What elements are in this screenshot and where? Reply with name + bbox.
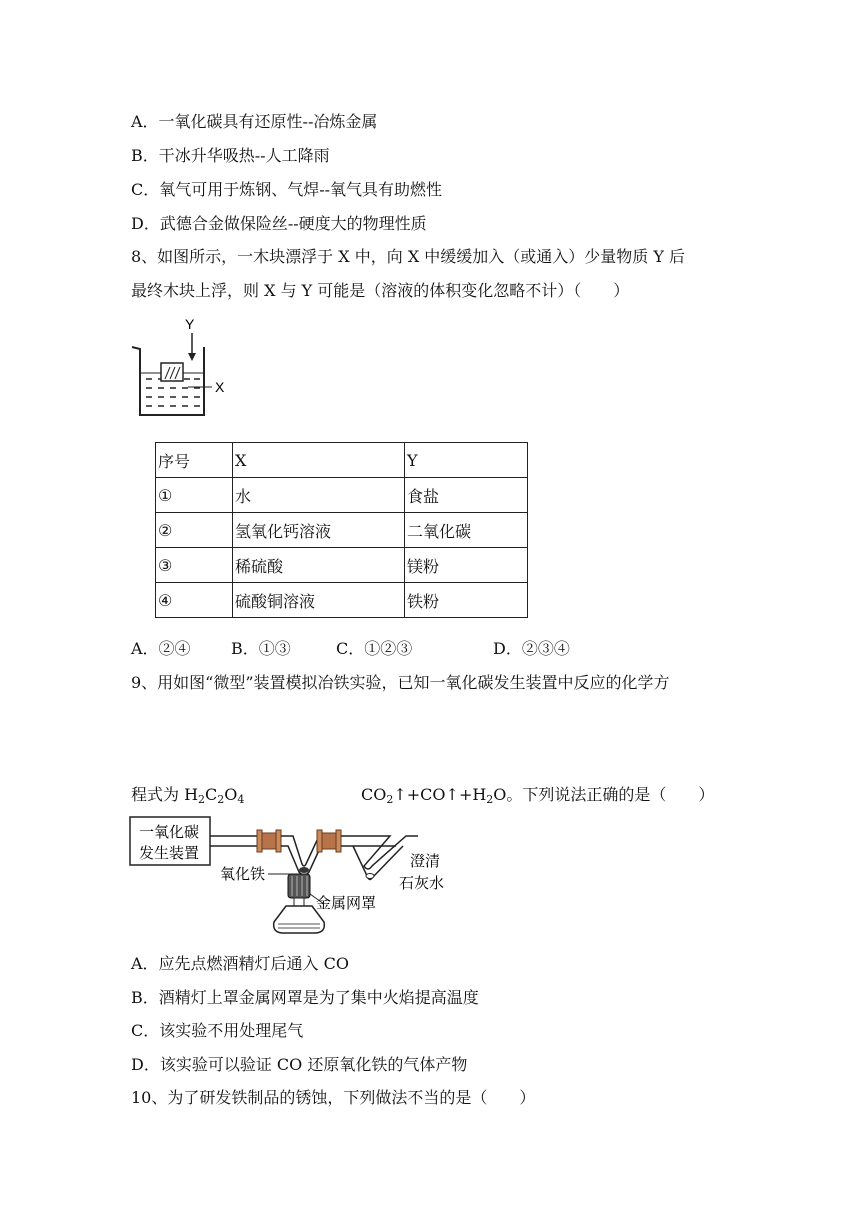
cell-index: ① — [156, 478, 233, 513]
q9-option-b: B．酒精灯上罩金属网罩是为了集中火焰提高温度 — [131, 988, 479, 1007]
eq-prefix: 程式为 H — [131, 785, 199, 804]
label-metal-mesh: 金属网罩 — [316, 894, 377, 912]
q9-stem-line1: 9、用如图“微型”装置模拟冶铁实验，已知一氧化碳发生装置中反应的化学方 — [131, 673, 670, 692]
table-row — [156, 548, 528, 583]
label-co-generator-1: 一氧化碳 — [139, 823, 200, 841]
cell-y: 二氧化碳 — [405, 513, 528, 548]
eq-sub: 2 — [486, 793, 494, 806]
cell-x: 水 — [233, 478, 405, 513]
eq-text: CO — [361, 785, 387, 804]
table-header-row — [156, 443, 528, 478]
cell-x: 氢氧化钙溶液 — [233, 513, 405, 548]
q7-option-a: A．一氧化碳具有还原性--冶炼金属 — [131, 112, 378, 131]
cell-index: ② — [156, 513, 233, 548]
q8-options-table — [155, 442, 528, 618]
label-limewater-2: 石灰水 — [399, 874, 445, 892]
header-y: Y — [405, 443, 528, 478]
q9-equation-left — [131, 784, 244, 811]
cell-index: ③ — [156, 548, 233, 583]
q9-option-c: C．该实验不用处理尾气 — [131, 1021, 304, 1040]
eq-text: ↑+CO↑+H — [393, 785, 487, 804]
q7-option-d: D．武德合金做保险丝--硬度大的物理性质 — [131, 214, 427, 233]
cell-y: 铁粉 — [405, 583, 528, 618]
q8-choice-b: B．①③ — [231, 639, 291, 658]
eq-sub: 2 — [198, 793, 206, 806]
label-limewater-1: 澄清 — [410, 852, 441, 870]
table-row — [156, 583, 528, 618]
eq-text: O。下列说法正确的是（ ） — [493, 785, 715, 804]
cell-y: 镁粉 — [405, 548, 528, 583]
q10-stem: 10、为了研发铁制品的锈蚀，下列做法不当的是（ ） — [131, 1088, 536, 1107]
q9-option-d: D．该实验可以验证 CO 还原氧化铁的气体产物 — [131, 1055, 468, 1074]
eq-text: O — [224, 785, 238, 804]
q7-option-c: C．氧气可用于炼钢、气焊--氧气具有助燃性 — [131, 180, 443, 199]
eq-text: C — [205, 785, 218, 804]
cell-x: 稀硫酸 — [233, 548, 405, 583]
apparatus-figure — [128, 814, 458, 938]
q8-stem-line2: 最终木块上浮，则 X 与 Y 可能是（溶液的体积变化忽略不计）（ ） — [131, 281, 630, 300]
q7-option-b: B．干冰升华吸热--人工降雨 — [131, 146, 330, 165]
eq-sub: 4 — [237, 793, 245, 806]
q9-option-a: A．应先点燃酒精灯后通入 CO — [131, 954, 350, 973]
header-x: X — [233, 443, 405, 478]
label-iron-oxide: 氧化铁 — [220, 865, 266, 883]
q8-choice-a: A．②④ — [131, 639, 191, 658]
label-co-generator-2: 发生装置 — [139, 844, 200, 862]
eq-sub: 2 — [217, 793, 225, 806]
cell-y: 食盐 — [405, 478, 528, 513]
table-row — [156, 478, 528, 513]
cell-x: 硫酸铜溶液 — [233, 583, 405, 618]
q8-choice-c: C．①②③ — [336, 639, 413, 658]
cell-index: ④ — [156, 583, 233, 618]
header-index: 序号 — [156, 443, 233, 478]
beaker-figure — [128, 315, 238, 420]
q8-stem-line1: 8、如图所示，一木块漂浮于 X 中，向 X 中缓缓加入（或通入）少量物质 Y 后 — [131, 247, 686, 266]
eq-sub: 2 — [386, 793, 394, 806]
label-y: Y — [185, 316, 195, 332]
label-x: X — [215, 379, 225, 395]
q8-choice-d: D．②③④ — [493, 639, 570, 658]
table-row — [156, 513, 528, 548]
q9-equation-right — [361, 784, 714, 811]
